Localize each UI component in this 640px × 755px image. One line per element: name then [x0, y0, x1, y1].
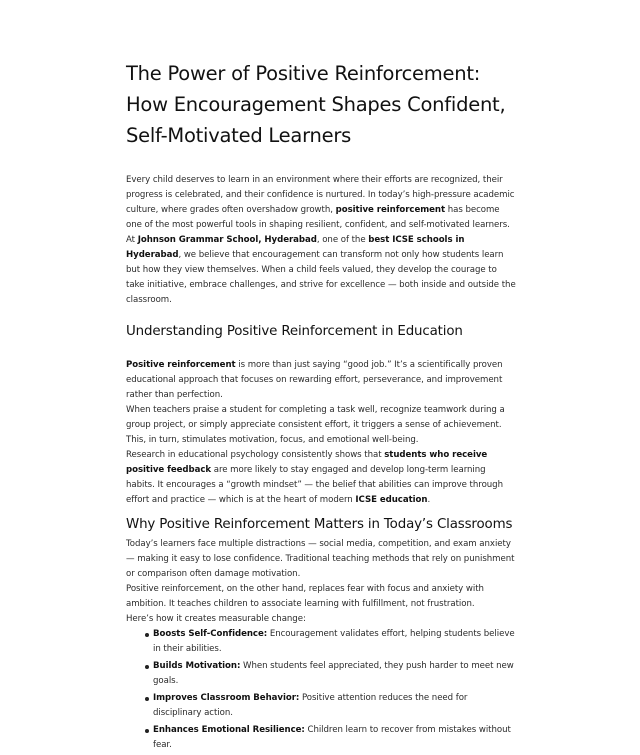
- text: , we believe that encouragement can transform not only how students learn but how they view themselves. When a child feels valued, they develop the courage to take initiative, embrace challenges, and strive for excellence — both inside and outside the classroom.: [126, 250, 516, 305]
- bullet-icon: [145, 665, 149, 669]
- text: At: [126, 235, 138, 245]
- section2-paragraph-1: Today’s learners face multiple distractions — social media, competition, and exam anxiety — making it easy to lose confidence. Traditional teaching methods that rely on punishment or comparison often damage motivation.: [126, 539, 515, 579]
- bold-text: Positive reinforcement: [126, 360, 236, 370]
- bold-text: students who receive positive feedback: [126, 450, 488, 475]
- text: .: [427, 495, 431, 505]
- bullet-icon: [145, 697, 149, 701]
- section-heading-understanding: Understanding Positive Reinforcement in Education: [126, 324, 463, 339]
- list-item: [126, 627, 516, 657]
- list-item-label: Boosts Self-Confidence:: [153, 629, 268, 639]
- list-item-text: Positive attention reduces the need for disciplinary action.: [153, 693, 468, 718]
- list-item: [126, 723, 516, 753]
- section1-paragraph-1: [126, 358, 516, 403]
- text: Every child deserves to learn in an environment where their efforts are recognized, their progress is celebrated, and their confidence is nurtured. In today’s high-pressure academic culture, where grades often overshadow growth,: [126, 175, 515, 215]
- text: has become one of the most powerful tools in shaping resilient, confident, and self-motivated learners.: [126, 205, 510, 230]
- section2-paragraph-2: Positive reinforcement, on the other hand, replaces fear with focus and anxiety with ambition. It teaches children to associate learning with fulfillment, not frustration.: [126, 584, 484, 609]
- list-item-text: When students feel appreciated, they push harder to meet new goals.: [153, 661, 514, 686]
- article-content: [126, 58, 516, 755]
- bold-text: Johnson Grammar School, Hyderabad: [137, 235, 317, 245]
- text: is more than just saying “good job.” It’s a scientifically proven educational approach that focuses on rewarding effort, perseverance, and improvement rather than perfection.: [126, 360, 503, 400]
- list-item-label: Builds Motivation:: [153, 661, 241, 671]
- section1-paragraph-2: When teachers praise a student for completing a task well, recognize teamwork during a group project, or simply appreciate consistent effort, it triggers a sense of achievement. This, in turn, stimulates motivation, focus, and emotional well-being.: [126, 405, 505, 445]
- list-item: [126, 691, 516, 721]
- text: are more likely to stay engaged and develop long-term learning habits. It encourages a “growth mindset” — the belief that abilities can improve through effort and practice — which is at the heart of modern: [126, 465, 503, 505]
- list-item-text: Encouragement validates effort, helping students believe in their abilities.: [153, 629, 515, 654]
- benefits-list: [126, 627, 516, 753]
- list-item-text: Children learn to recover from mistakes without fear.: [153, 725, 511, 750]
- why-section: [126, 537, 516, 753]
- article-title: The Power of Positive Reinforcement: How Encouragement Shapes Confident, Self-Motivated Learners: [126, 62, 506, 147]
- text: , one of the: [316, 235, 369, 245]
- understanding-section: [126, 358, 516, 508]
- bullet-icon: [145, 729, 149, 733]
- bold-text: ICSE education: [355, 495, 428, 505]
- intro-paragraph-1: [126, 173, 516, 233]
- bullet-icon: [145, 633, 149, 637]
- list-item-label: Improves Classroom Behavior:: [153, 693, 300, 703]
- intro-section: [126, 173, 516, 308]
- section1-paragraph-3: [126, 448, 516, 508]
- section-heading-why: Why Positive Reinforcement Matters in Today’s Classrooms: [126, 517, 513, 532]
- text: Research in educational psychology consistently shows that: [126, 450, 385, 460]
- bold-text: best ICSE schools in Hyderabad: [126, 235, 465, 260]
- list-item: [126, 659, 516, 689]
- list-item-label: Enhances Emotional Resilience:: [153, 725, 305, 735]
- section2-paragraph-3: Here’s how it creates measurable change:: [126, 614, 306, 624]
- bold-text: positive reinforcement: [335, 205, 446, 215]
- intro-paragraph-2: [126, 233, 516, 308]
